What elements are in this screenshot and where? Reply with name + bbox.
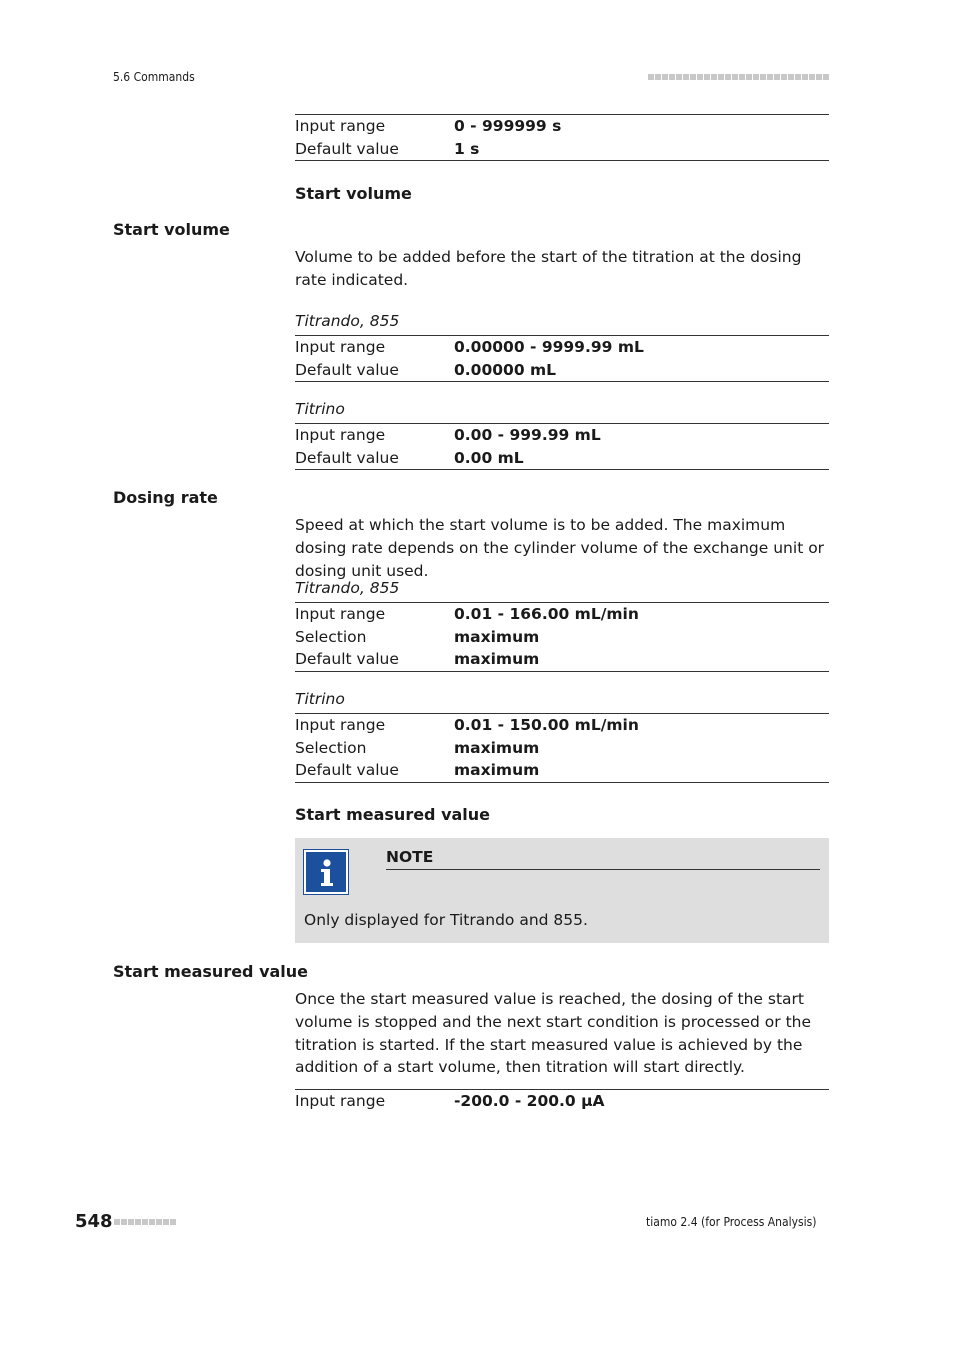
- table-row: [295, 359, 829, 382]
- start-volume-titrino-caption: Titrino: [295, 400, 345, 418]
- param-label: Selection: [295, 738, 367, 757]
- table-row: [295, 759, 829, 782]
- param-label: Default value: [295, 360, 399, 379]
- start-measured-value-subheading: Start measured value: [295, 805, 491, 824]
- param-value: 0.00 - 999.99 mL: [454, 426, 601, 445]
- param-label: Default value: [295, 650, 399, 669]
- param-value: 0.01 - 150.00 mL/min: [454, 716, 639, 735]
- dosing-rate-titrino-caption: Titrino: [295, 690, 345, 708]
- param-value: 0.00 mL: [454, 448, 524, 467]
- footer-product-name: tiamo 2.4 (for Process Analysis): [646, 1215, 817, 1229]
- param-value: maximum: [454, 650, 540, 669]
- dosing-rate-description: Speed at which the start volume is to be added. The maximum dosing rate depends on the cylinder volume of the exchange unit or dosing unit used.: [295, 516, 825, 580]
- param-value: maximum: [454, 738, 540, 757]
- note-box: [295, 838, 829, 943]
- table-row: [295, 603, 829, 626]
- param-label: Default value: [295, 448, 399, 467]
- footer-decoration-squares: [114, 1219, 176, 1225]
- start-measured-value-heading: Start measured value: [113, 962, 309, 981]
- param-value: maximum: [454, 627, 540, 646]
- info-icon: [304, 850, 348, 894]
- dosing-rate-titrando-table: [295, 602, 829, 672]
- start-measured-value-table: [295, 1089, 829, 1113]
- table-row: [295, 424, 829, 447]
- table-row: [295, 737, 829, 760]
- dosing-rate-titrino-table: [295, 713, 829, 783]
- param-value: 0.00000 - 9999.99 mL: [454, 338, 644, 357]
- note-title: NOTE: [386, 848, 434, 866]
- table-row: [295, 138, 829, 161]
- param-value: 0.01 - 166.00 mL/min: [454, 605, 639, 624]
- table-row: [295, 336, 829, 359]
- table-row: [295, 115, 829, 138]
- dosing-rate-titrando-caption: Titrando, 855: [295, 579, 400, 597]
- start-volume-description: Volume to be added before the start of the titration at the dosing rate indicated.: [295, 248, 802, 289]
- start-volume-subheading: Start volume: [295, 184, 412, 203]
- param-label: Input range: [295, 605, 386, 624]
- param-label: Input range: [295, 716, 386, 735]
- start-volume-heading: Start volume: [113, 220, 230, 239]
- param-label: Input range: [295, 338, 386, 357]
- header-decoration-squares: [648, 74, 829, 80]
- param-value: -200.0 - 200.0 µA: [454, 1092, 605, 1111]
- param-value: maximum: [454, 761, 540, 780]
- table-row: [295, 626, 829, 649]
- table-row: [295, 648, 829, 671]
- start-volume-titrando-table: [295, 335, 829, 382]
- param-value: 0 - 999999 s: [454, 117, 562, 136]
- note-text: Only displayed for Titrando and 855.: [304, 911, 588, 929]
- param-label: Input range: [295, 117, 386, 136]
- param-value: 1 s: [454, 139, 480, 158]
- param-value: 0.00000 mL: [454, 360, 557, 379]
- table-row: [295, 714, 829, 737]
- param-label: Default value: [295, 139, 399, 158]
- dosing-rate-heading: Dosing rate: [113, 488, 218, 507]
- start-volume-titrando-caption: Titrando, 855: [295, 312, 400, 330]
- table-row: [295, 1090, 829, 1113]
- page-number: 548: [75, 1211, 113, 1232]
- param-label: Default value: [295, 761, 399, 780]
- start-measured-value-description: Once the start measured value is reached, the dosing of the start volume is stopped and the next start condition is processed or the titration is started. If the start measured value is achieved by the addition of a start volume, then titration will start directly.: [295, 990, 812, 1077]
- param-label: Input range: [295, 426, 386, 445]
- param-label: Input range: [295, 1092, 386, 1111]
- note-divider: [386, 869, 820, 870]
- running-header-section: 5.6 Commands: [113, 70, 195, 84]
- top-parameter-table: [295, 114, 829, 161]
- table-row: [295, 447, 829, 470]
- start-volume-titrino-table: [295, 423, 829, 470]
- param-label: Selection: [295, 627, 367, 646]
